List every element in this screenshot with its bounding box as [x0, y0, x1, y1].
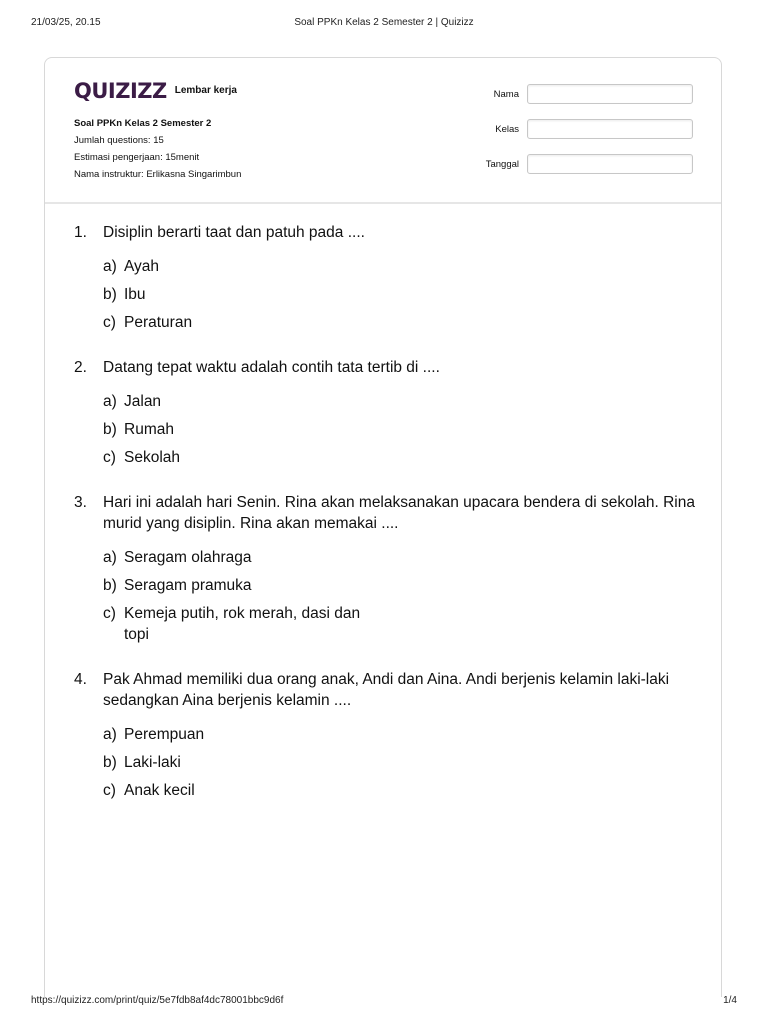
- question-text: Hari ini adalah hari Senin. Rina akan melaksanakan upacara bendera di sekolah. Rina murid yang disiplin. Rina akan memakai ....: [103, 494, 695, 532]
- options: [103, 724, 697, 808]
- tanggal-label: Tanggal: [485, 159, 519, 170]
- option-letter: a): [103, 393, 117, 410]
- options: [103, 391, 697, 475]
- option-text: Rumah: [124, 421, 174, 438]
- time-estimate: Estimasi pengerjaan: 15menit: [74, 152, 200, 163]
- option-text: Sekolah: [124, 449, 181, 466]
- kelas-field: [475, 119, 695, 141]
- option-a: [103, 256, 403, 277]
- option-text: Seragam olahraga: [124, 549, 252, 566]
- option-b: [103, 419, 403, 440]
- quiz-meta: [74, 115, 241, 183]
- print-footer: [31, 995, 737, 1009]
- sheet-type-label: Lembar kerja: [174, 84, 237, 96]
- question-number: 2.: [74, 359, 87, 376]
- option-letter: a): [103, 549, 117, 566]
- quizizz-logo: QUIZIZZ: [74, 79, 167, 103]
- option-letter: a): [103, 726, 117, 743]
- option-text: Jalan: [124, 393, 162, 410]
- question-list: [74, 222, 697, 808]
- option-c: [103, 312, 403, 333]
- nama-label: Nama: [493, 89, 519, 100]
- option-letter: b): [103, 754, 117, 771]
- worksheet-header: [45, 58, 721, 204]
- options: [103, 547, 697, 652]
- nama-input[interactable]: [527, 84, 693, 104]
- option-c: [103, 780, 403, 801]
- questions-count: Jumlah questions: 15: [74, 135, 164, 146]
- option-text: Kemeja putih, rok merah, dasi dan topi: [124, 605, 361, 643]
- print-url: https://quizizz.com/print/quiz/5e7fdb8af4dc78001bbc9d6f: [31, 995, 284, 1006]
- nama-field: [475, 84, 695, 106]
- option-text: Perempuan: [124, 726, 205, 743]
- option-text: Laki-laki: [124, 754, 181, 771]
- option-letter: c): [103, 782, 116, 799]
- options: [103, 256, 697, 340]
- option-text: Anak kecil: [124, 782, 195, 799]
- option-a: [103, 724, 403, 745]
- option-letter: a): [103, 258, 117, 275]
- option-letter: b): [103, 577, 117, 594]
- option-b: [103, 284, 403, 305]
- option-text: Seragam pramuka: [124, 577, 252, 594]
- option-letter: c): [103, 314, 116, 331]
- option-text: Ayah: [124, 258, 160, 275]
- print-title: Soal PPKn Kelas 2 Semester 2 | Quizizz: [294, 17, 474, 28]
- option-c: [103, 603, 403, 645]
- option-text: Ibu: [124, 286, 146, 303]
- option-b: [103, 575, 403, 596]
- kelas-label: Kelas: [495, 124, 519, 135]
- question-4: [74, 669, 697, 808]
- option-b: [103, 752, 403, 773]
- question-number: 3.: [74, 494, 87, 511]
- question-text: Pak Ahmad memiliki dua orang anak, Andi dan Aina. Andi berjenis kelamin laki-laki sedangkan Aina berjenis kelamin ....: [103, 671, 670, 709]
- option-letter: b): [103, 286, 117, 303]
- worksheet: [44, 57, 722, 997]
- question-number: 4.: [74, 671, 87, 688]
- option-text: Peraturan: [124, 314, 193, 331]
- option-letter: b): [103, 421, 117, 438]
- question-text: Disiplin berarti taat dan patuh pada ....: [103, 224, 365, 241]
- question-number: 1.: [74, 224, 87, 241]
- quiz-title: Soal PPKn Kelas 2 Semester 2: [74, 118, 212, 129]
- question-3: [74, 492, 697, 652]
- tanggal-input[interactable]: [527, 154, 693, 174]
- option-a: [103, 547, 403, 568]
- question-2: [74, 357, 697, 475]
- option-letter: c): [103, 605, 116, 622]
- option-a: [103, 391, 403, 412]
- page-number: 1/4: [723, 995, 737, 1006]
- option-c: [103, 447, 403, 468]
- kelas-input[interactable]: [527, 119, 693, 139]
- instructor-name: Nama instruktur: Erlikasna Singarimbun: [74, 169, 242, 180]
- question-text: Datang tepat waktu adalah contih tata tertib di ....: [103, 359, 440, 376]
- question-1: [74, 222, 697, 340]
- tanggal-field: [475, 154, 695, 176]
- brand: [74, 80, 237, 102]
- print-datetime: 21/03/25, 20.15: [31, 17, 101, 28]
- option-letter: c): [103, 449, 116, 466]
- print-header: [31, 17, 737, 31]
